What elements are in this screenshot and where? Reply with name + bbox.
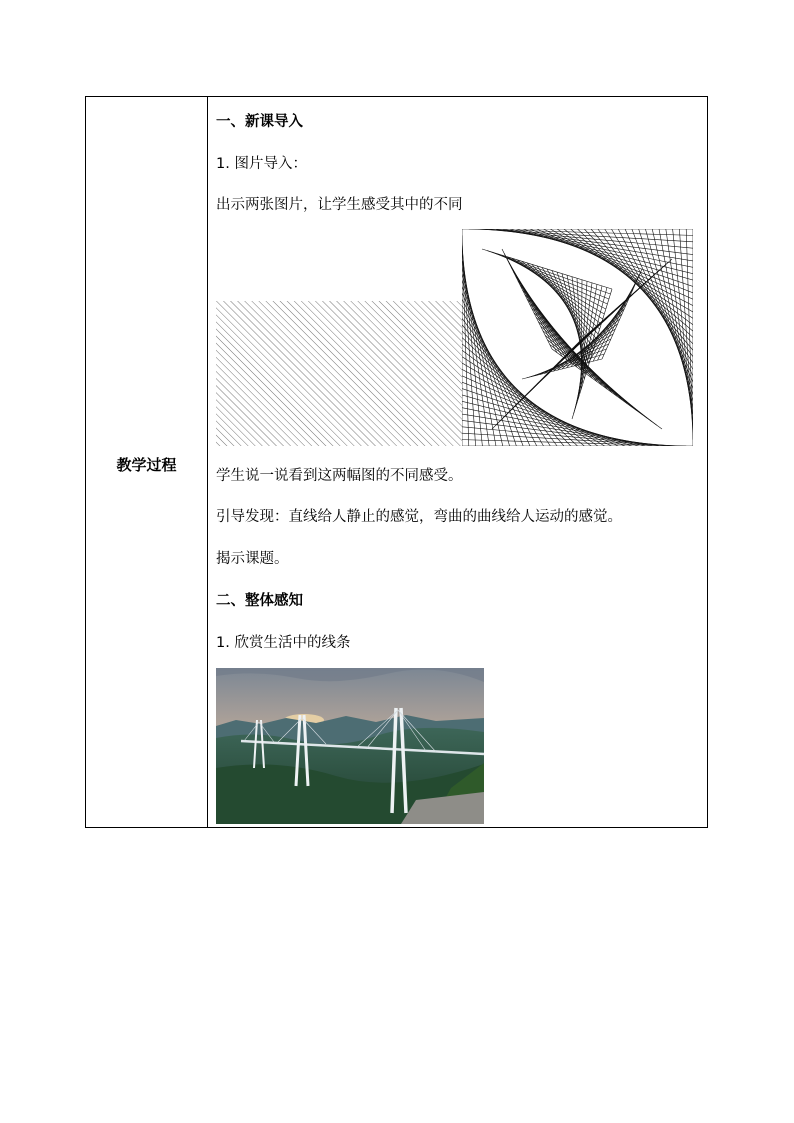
paragraph-show-pictures: 出示两张图片，让学生感受其中的不同 (216, 197, 463, 213)
lesson-table (85, 96, 708, 828)
paragraph-students-talk: 学生说一说看到这两幅图的不同感受。 (216, 468, 463, 484)
bridge-photo (216, 668, 484, 824)
paragraph-guide-discovery: 引导发现：直线给人静止的感觉，弯曲的曲线给人运动的感觉。 (216, 509, 622, 525)
section-title-overview: 二、整体感知 (216, 593, 303, 609)
column-divider (207, 97, 208, 827)
straight-lines-image (216, 301, 462, 446)
section-title-intro: 一、新课导入 (216, 114, 303, 130)
item-appreciate-lines: 1. 欣赏生活中的线条 (216, 635, 351, 651)
item-picture-intro: 1. 图片导入： (216, 156, 307, 172)
paragraph-reveal-topic: 揭示课题。 (216, 551, 289, 567)
curved-lines-image (462, 229, 693, 446)
row-label: 教学过程 (116, 456, 177, 474)
